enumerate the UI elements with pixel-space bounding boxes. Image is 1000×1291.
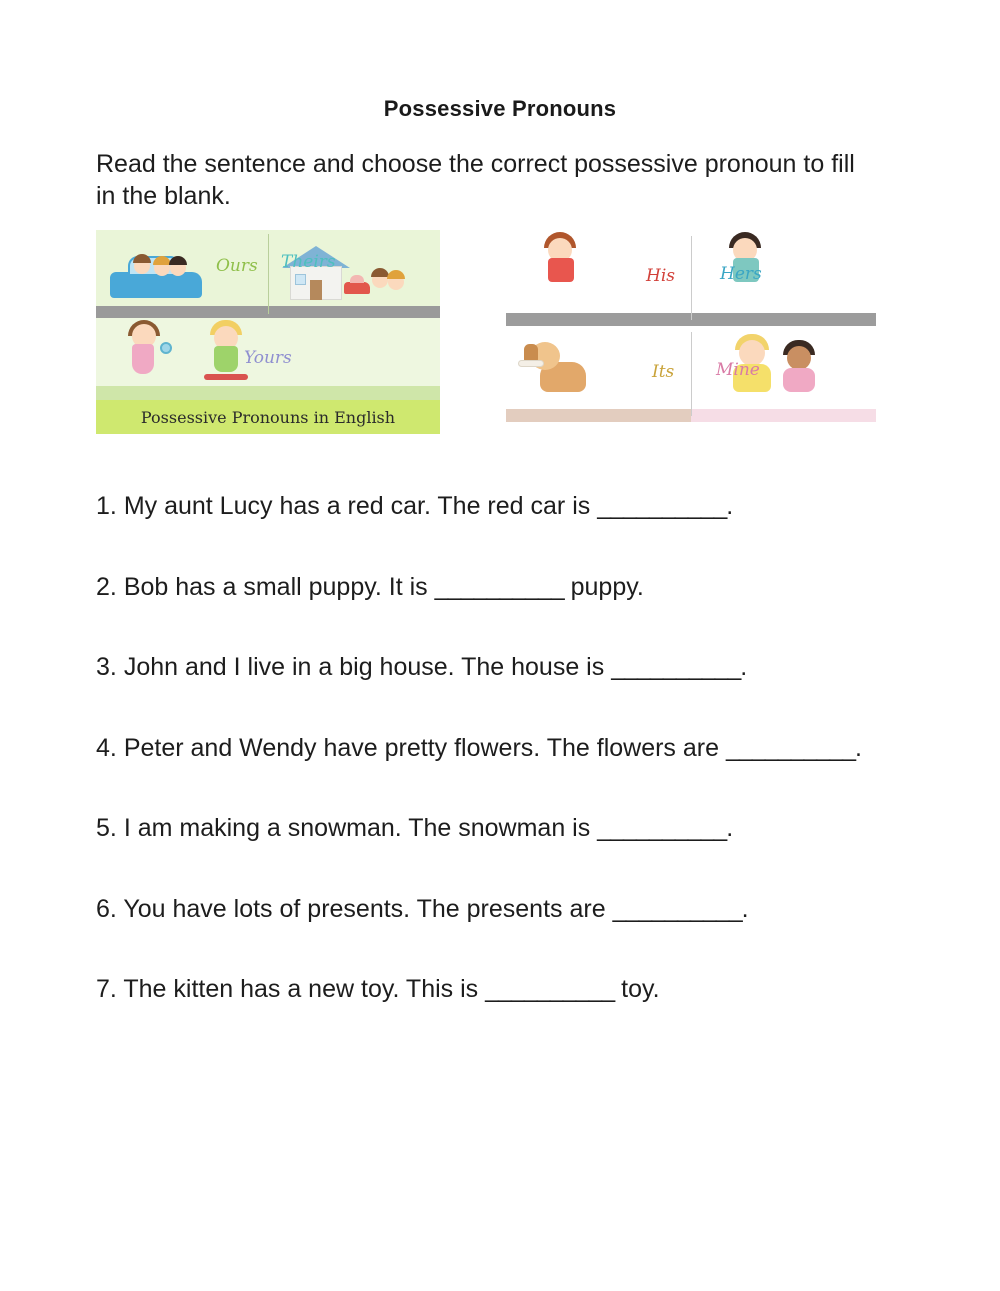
label-ours: Ours [216, 256, 258, 276]
poster-left-top-row [96, 230, 440, 318]
ground-strip [268, 306, 440, 318]
question-text-before: John and I live in a big house. The house is [123, 653, 605, 681]
instructions-text: Read the sentence and choose the correct possessive pronoun to fill in the blank. [96, 150, 855, 210]
question-text-after: . [726, 814, 734, 842]
poster-right-bottom-row [506, 326, 876, 422]
poster-left-bottom-row [96, 318, 440, 400]
question-text-before: Peter and Wendy have pretty flowers. The flowers are [123, 733, 720, 762]
question-number: 6. [96, 894, 117, 923]
question-text-before: You have lots of presents. The presents are [123, 894, 606, 923]
question-item [96, 571, 900, 604]
question-item [96, 651, 900, 684]
label-mine: Mine [716, 360, 760, 380]
question-number: 7. [96, 975, 117, 1003]
question-text-before: The kitten has a new toy. This is [123, 975, 479, 1003]
poster-divider [691, 236, 692, 320]
question-text-after: . [726, 492, 734, 520]
question-text-after: . [855, 733, 862, 762]
label-its: Its [652, 362, 675, 382]
ground-strip [506, 409, 691, 422]
answer-blank[interactable]: __________ [611, 653, 741, 681]
label-his: His [646, 266, 675, 286]
question-number: 4. [96, 733, 117, 762]
ground-strip [96, 386, 440, 400]
poster-divider [691, 332, 692, 416]
label-hers: Hers [720, 264, 762, 284]
question-list [0, 490, 1000, 1006]
question-number: 3. [96, 653, 117, 681]
question-text-before: My aunt Lucy has a red car. The red car is [123, 492, 591, 520]
question-text-after: . [740, 653, 748, 681]
possessive-pronouns-poster-left [96, 230, 440, 434]
poster-caption-banner [96, 400, 440, 434]
question-item [96, 893, 900, 926]
question-item [96, 812, 900, 845]
road-strip [506, 313, 691, 326]
illustration-row [0, 230, 1000, 434]
question-number: 5. [96, 814, 117, 842]
hers-cell [691, 230, 876, 326]
possessive-pronouns-poster-right [506, 230, 876, 422]
theirs-cell [268, 230, 440, 318]
label-yours: Yours [244, 348, 292, 368]
road-strip [691, 313, 876, 326]
answer-blank[interactable]: __________ [597, 492, 727, 520]
question-text-after: . [741, 894, 749, 923]
question-item [96, 973, 900, 1006]
ground-strip [691, 409, 876, 422]
poster-caption-text: Possessive Pronouns in English [140, 407, 396, 427]
answer-blank[interactable]: __________ [612, 894, 742, 923]
question-text-after: toy. [621, 975, 660, 1003]
answer-blank[interactable]: __________ [725, 733, 856, 762]
poster-divider [268, 234, 269, 314]
page-title: Possessive Pronouns [383, 96, 617, 121]
question-text-before: I am making a snowman. The snowman is [123, 814, 591, 842]
question-number: 2. [96, 572, 117, 601]
poster-right-top-row [506, 230, 876, 326]
answer-blank[interactable]: __________ [485, 975, 615, 1003]
question-item [96, 490, 900, 523]
answer-blank[interactable]: __________ [434, 572, 564, 601]
label-theirs: Theirs [281, 252, 336, 272]
question-item [96, 732, 900, 765]
answer-blank[interactable]: __________ [597, 814, 727, 842]
ground-strip [96, 306, 268, 318]
question-number: 1. [96, 492, 117, 520]
question-text-before: Bob has a small puppy. It is [123, 572, 428, 601]
question-text-after: puppy. [570, 572, 644, 601]
